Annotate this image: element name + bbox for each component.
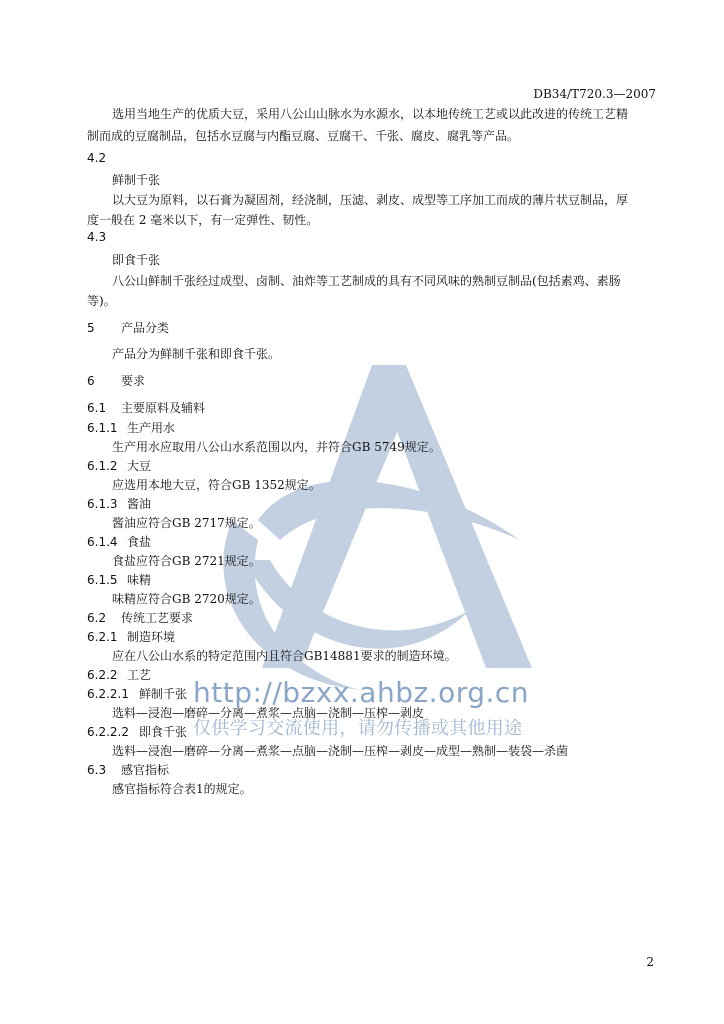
paragraph-line: 度一般在 2 毫米以下，有一定弹性、韧性。 bbox=[87, 213, 319, 227]
paragraph-line: 感官指标符合表1的规定。 bbox=[112, 782, 252, 796]
paragraph-line: 食盐应符合GB 2721规定。 bbox=[112, 554, 261, 568]
section-title: 工艺 bbox=[127, 668, 152, 682]
section-number: 5 bbox=[87, 321, 95, 335]
section-number: 6.2 bbox=[87, 611, 107, 625]
section-heading bbox=[87, 399, 205, 416]
section-title: 酱油 bbox=[127, 497, 152, 511]
section-heading bbox=[87, 495, 151, 512]
section-heading bbox=[87, 761, 169, 778]
section-heading bbox=[87, 419, 175, 436]
section-title: 鲜制千张 bbox=[139, 687, 188, 701]
paragraph-line: 选用当地生产的优质大豆，采用八公山山脉水为水源水，以本地传统工艺或以此改进的传统工艺精 bbox=[112, 107, 629, 121]
section-title: 产品分类 bbox=[121, 321, 170, 335]
paragraph-line: 味精应符合GB 2720规定。 bbox=[112, 592, 261, 606]
section-title: 主要原料及辅料 bbox=[121, 401, 206, 415]
section-heading bbox=[87, 571, 151, 588]
section-number: 6 bbox=[87, 374, 95, 388]
section-heading bbox=[87, 666, 151, 683]
section-number: 6.1.1 bbox=[87, 421, 118, 435]
paragraph-line: 制而成的豆腐制品，包括水豆腐与内酯豆腐、豆腐干、千张、腐皮、腐乳等产品。 bbox=[87, 129, 520, 143]
section-heading bbox=[87, 723, 187, 740]
section-heading bbox=[87, 609, 193, 626]
section-number: 6.1.3 bbox=[87, 497, 118, 511]
page-number: 2 bbox=[646, 955, 654, 969]
section-title: 食盐 bbox=[127, 535, 152, 549]
section-title: 制造环境 bbox=[127, 630, 176, 644]
section-number: 6.2.2 bbox=[87, 668, 118, 682]
clause-number: 4.3 bbox=[87, 230, 107, 244]
paragraph-line: 以大豆为原料，以石膏为凝固剂，经浇制，压滤、剥皮、成型等工序加工而成的薄片状豆制品，厚 bbox=[112, 193, 629, 207]
section-number: 6.1.2 bbox=[87, 459, 118, 473]
section-heading bbox=[87, 372, 145, 389]
section-heading bbox=[87, 628, 175, 645]
term-title: 鲜制千张 bbox=[112, 173, 161, 187]
section-title: 传统工艺要求 bbox=[121, 611, 194, 625]
section-number: 6.2.2.2 bbox=[87, 725, 129, 739]
section-number: 6.2.1 bbox=[87, 630, 118, 644]
paragraph-line: 八公山鲜制千张经过成型、卤制、油炸等工艺制成的具有不同风味的熟制豆制品(包括素鸡、素肠 bbox=[112, 274, 621, 288]
paragraph-line: 等)。 bbox=[87, 294, 116, 308]
section-title: 要求 bbox=[121, 374, 146, 388]
section-number: 6.1 bbox=[87, 401, 107, 415]
section-title: 生产用水 bbox=[127, 421, 176, 435]
paragraph-line: 产品分为鲜制千张和即食千张。 bbox=[112, 347, 281, 361]
section-number: 6.3 bbox=[87, 763, 107, 777]
section-number: 6.2.2.1 bbox=[87, 687, 129, 701]
section-number: 6.1.5 bbox=[87, 573, 118, 587]
paragraph-line: 酱油应符合GB 2717规定。 bbox=[112, 516, 261, 530]
watermark-url: http://bzxx.ahbz.org.cn bbox=[193, 676, 530, 709]
section-title: 大豆 bbox=[127, 459, 152, 473]
paragraph-line: 生产用水应取用八公山水系范围以内，并符合GB 5749规定。 bbox=[112, 440, 441, 454]
section-heading bbox=[87, 319, 169, 336]
clause-number: 4.2 bbox=[87, 151, 107, 165]
section-heading bbox=[87, 533, 151, 550]
section-title: 即食千张 bbox=[139, 725, 188, 739]
paragraph-line: 选料—浸泡—磨碎—分离—煮浆—点脑—浇制—压榨—剥皮—成型—熟制—装袋—杀菌 bbox=[112, 744, 569, 758]
section-number: 6.1.4 bbox=[87, 535, 118, 549]
section-heading bbox=[87, 457, 151, 474]
section-title: 感官指标 bbox=[121, 763, 170, 777]
paragraph-line: 应在八公山水系的特定范围内且符合GB14881要求的制造环境。 bbox=[112, 649, 457, 663]
watermark-note: 仅供学习交流使用，请勿传播或其他用途 bbox=[193, 718, 523, 739]
term-title: 即食千张 bbox=[112, 253, 161, 267]
paragraph-line: 应选用本地大豆，符合GB 1352规定。 bbox=[112, 478, 321, 492]
section-heading bbox=[87, 685, 187, 702]
standard-id: DB34/T720.3—2007 bbox=[533, 87, 656, 101]
section-title: 味精 bbox=[127, 573, 152, 587]
paragraph-line: 选料—浸泡—磨碎—分离—煮浆—点脑—浇制—压榨—剥皮 bbox=[112, 706, 425, 720]
